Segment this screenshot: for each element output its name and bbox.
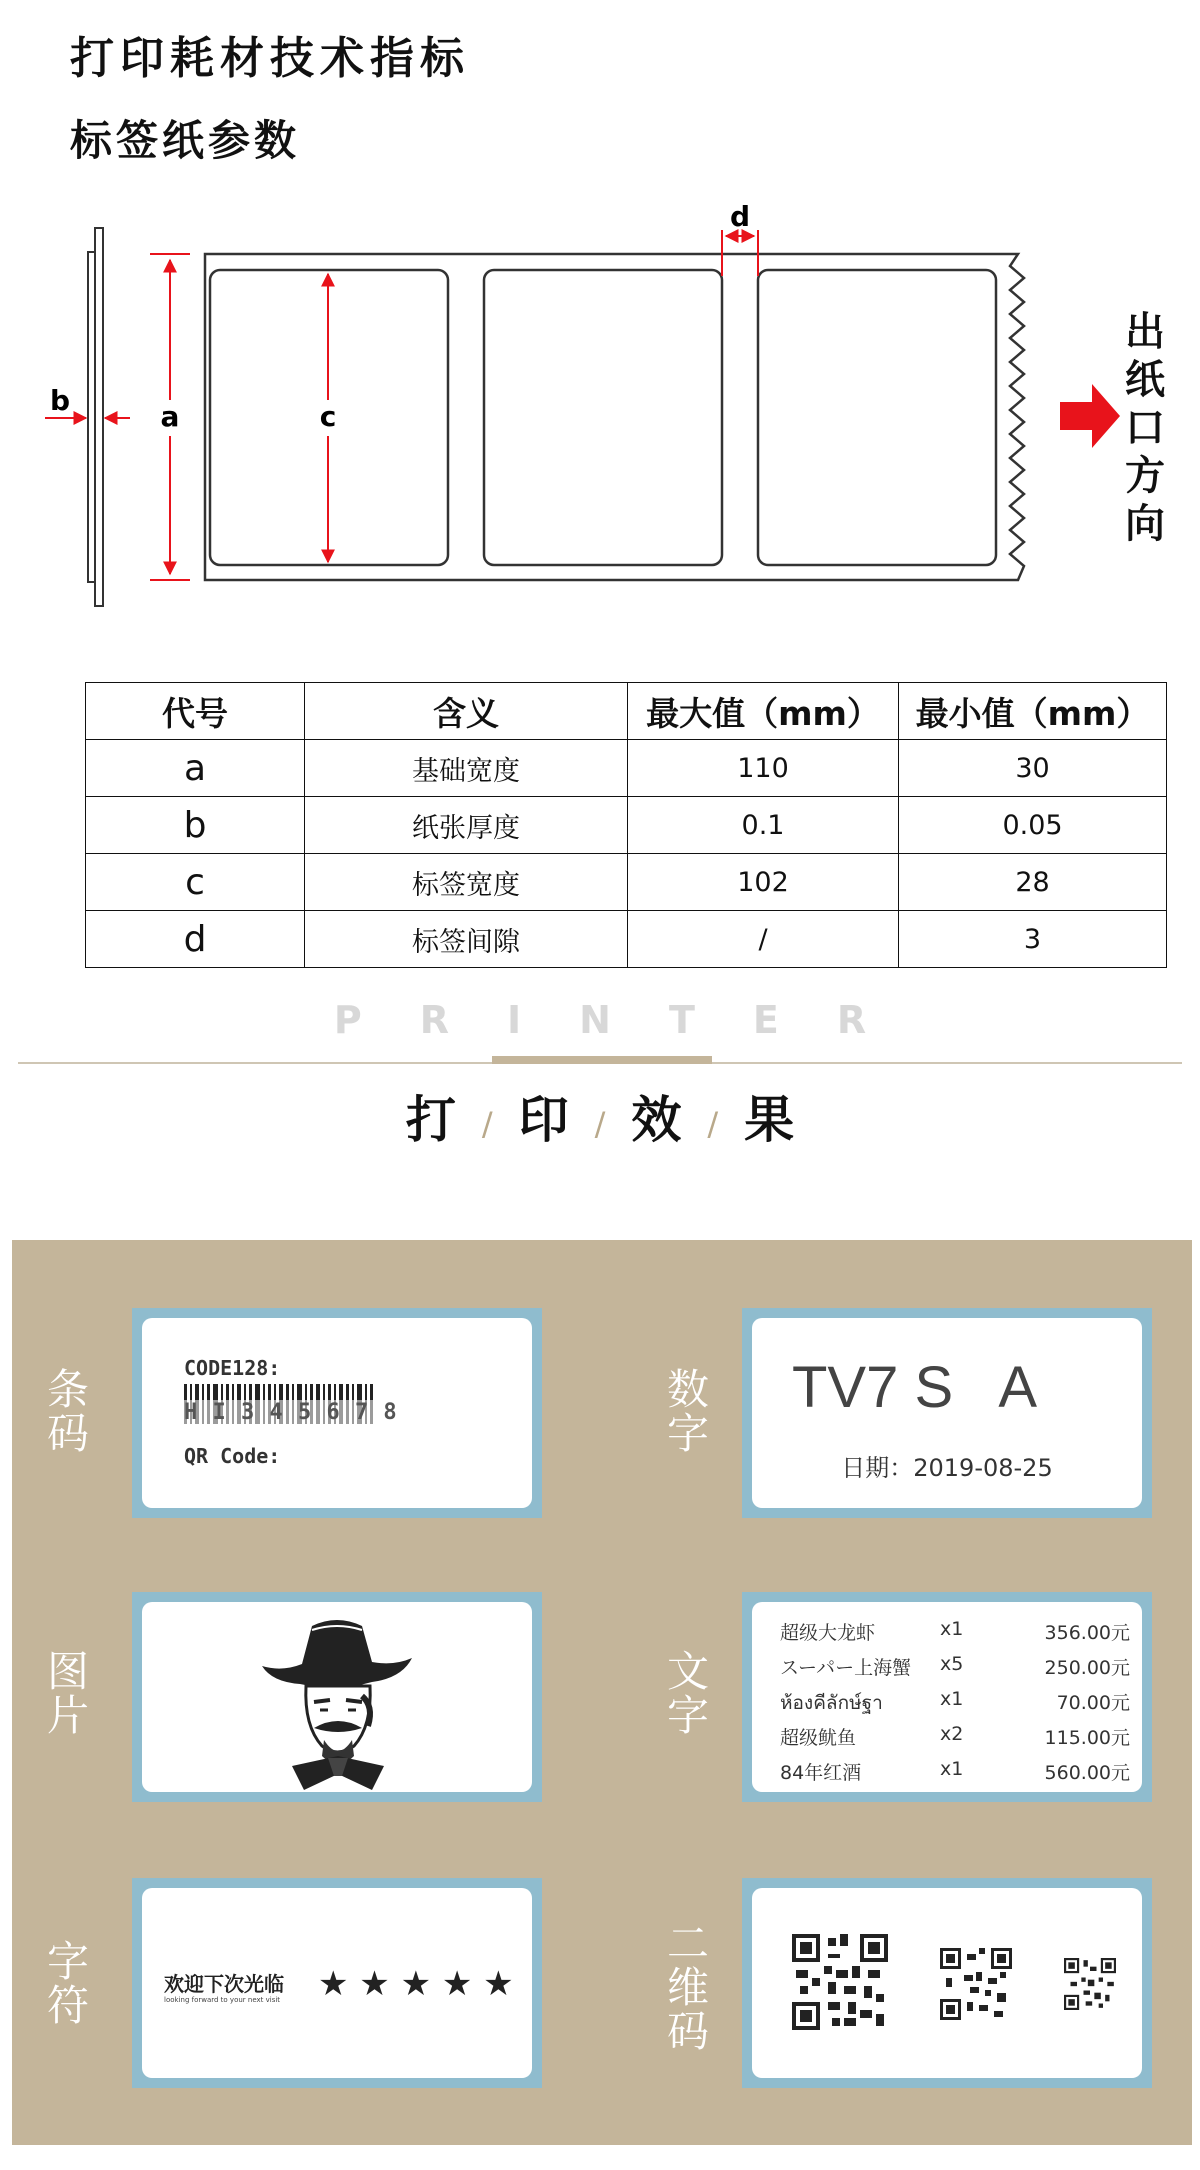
effect-separator: / [481,1104,493,1143]
label-paper-diagram [0,190,1200,630]
qr-code-title: QR Code: [184,1444,281,1468]
out-direction-arrow [1060,384,1120,448]
dimension-c-label: c [319,400,337,433]
row-meaning: 基础宽度 [305,740,628,797]
header-code: 代号 [86,683,305,740]
star-rating: ★ ★ ★ ★ ★ [318,1964,514,2004]
row-min: 30 [899,740,1167,797]
sample-card-symbols [132,1878,542,2088]
dimension-a [150,254,190,580]
row-max: 0.1 [628,797,899,854]
effect-title-char: 果 [744,1091,795,1149]
effect-title-char: 印 [518,1091,569,1149]
row-code: a [86,740,305,797]
effect-title [0,1080,1200,1152]
row-min: 28 [899,854,1167,911]
effect-title-char: 打 [405,1091,456,1149]
digits-big-text: TV7 S A [792,1355,1037,1420]
label-3 [758,270,996,565]
effect-separator: / [594,1104,606,1143]
effect-title-char: 效 [631,1091,682,1149]
row-meaning: 标签间隙 [305,911,628,968]
barcode-title: CODE128: [184,1356,281,1380]
spec-table [85,682,1167,968]
dimension-b-label: b [50,384,71,417]
table-row [86,797,1167,854]
symbols-sub-text: looking forward to your next visit [164,1996,281,2004]
qr-code-large-image [792,1934,888,2030]
out-direction-label: 出 纸 口 方 向 [1125,309,1165,547]
barcode-value: H I 3 4 5 6 7 8 [184,1400,398,1425]
symbols-main-text: 欢迎下次光临 [164,1972,284,1996]
row-max: 102 [628,854,899,911]
sample-card-digits [742,1308,1152,1518]
section-divider-accent [492,1056,712,1064]
label-2 [484,270,722,565]
list-item: 84年红酒 x1 560.00元 [780,1758,1130,1784]
dimension-d-label: d [729,200,751,233]
sample-label-barcode: 条 码 [46,1365,89,1458]
dimension-a-label: a [160,400,180,433]
header-min: 最小值（mm） [899,683,1167,740]
table-row [86,854,1167,911]
list-item: ห้องคีลักษ์ฐา x1 70.00元 [780,1688,1130,1714]
row-code: b [86,797,305,854]
sample-card-text [742,1592,1152,1802]
list-item: 超级大龙虾 x1 356.00元 [780,1618,1130,1644]
sample-label-digits: 数 字 [666,1365,709,1458]
side-view [88,228,103,606]
row-code: c [86,854,305,911]
sample-card-qrcode [742,1878,1152,2088]
qr-code-small-image [1064,1958,1116,2010]
qr-code-medium-image [940,1948,1012,2020]
sample-card-barcode [132,1308,542,1518]
digits-date: 日期：2019-08-25 [841,1454,1053,1482]
header-max: 最大值（mm） [628,683,899,740]
effect-separator: / [707,1104,719,1143]
row-min: 0.05 [899,797,1167,854]
page-subtitle: 标签纸参数 [70,116,301,165]
row-meaning: 标签宽度 [305,854,628,911]
row-max: 110 [628,740,899,797]
sample-label-qrcode: 二 维 码 [666,1919,709,2056]
receipt-list [780,1618,1130,1792]
table-row [86,911,1167,968]
sample-label-text: 文 字 [666,1647,709,1740]
row-code: d [86,911,305,968]
row-meaning: 纸张厚度 [305,797,628,854]
sample-label-picture: 图 片 [46,1647,89,1740]
list-item: 超级鱿鱼 x2 115.00元 [780,1723,1130,1749]
cowboy-portrait-image [242,1606,432,1790]
table-header-row [86,683,1167,740]
list-item: スーパー上海蟹 x5 250.00元 [780,1653,1130,1679]
sample-card-picture [132,1592,542,1802]
header-meaning: 含义 [305,683,628,740]
printer-watermark: PRINTER [333,998,925,1042]
page-title: 打印耗材技术指标 [70,33,470,84]
row-max: / [628,911,899,968]
sample-label-symbols: 字 符 [46,1937,89,2030]
row-min: 3 [899,911,1167,968]
table-row [86,740,1167,797]
